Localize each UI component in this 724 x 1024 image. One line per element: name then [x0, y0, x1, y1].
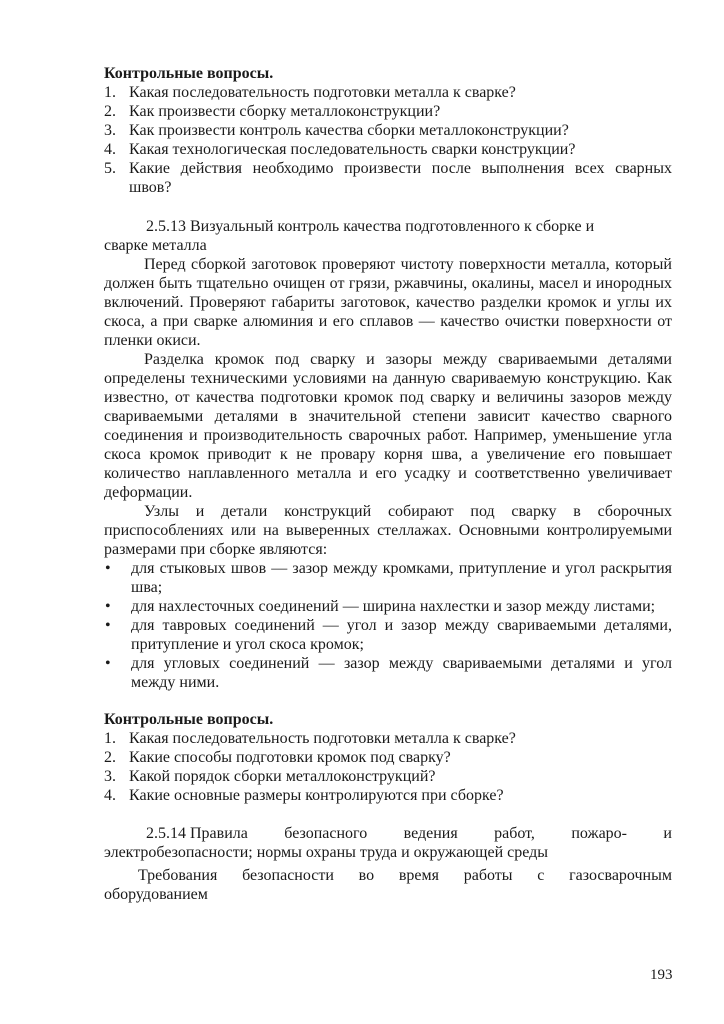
title-word: ведения [403, 825, 458, 842]
list-item [104, 729, 672, 748]
title-word: работ, [494, 825, 535, 842]
item-number: 3. [104, 122, 116, 139]
spacer [104, 805, 672, 824]
item-text: Какая технологическая последовательность сварки конструкции? [129, 141, 576, 158]
document-page [104, 64, 672, 904]
req-word: газосварочным [569, 867, 672, 884]
req-word: время [398, 867, 439, 884]
title-word: безопасного [284, 825, 368, 842]
requirements-line-2: оборудованием [104, 886, 208, 903]
item-number: 1. [104, 730, 116, 747]
requirements-line-1 [104, 866, 672, 885]
item-text: Какая последовательность подготовки металла к сварке? [129, 84, 516, 101]
item-text: Как произвести сборку металлоконструкции? [129, 103, 441, 120]
list-item [104, 597, 672, 616]
list-item [104, 83, 672, 102]
section-title-line-1: 2.5.13 Визуальный контроль качества подготовленного к сборке и [146, 218, 595, 235]
item-number: 4. [104, 787, 116, 804]
controlled-dimensions-list [104, 559, 672, 692]
title-word: и [663, 825, 672, 842]
section-title-2-5-14 [104, 824, 672, 862]
page-number: 193 [650, 967, 673, 983]
item-text: Как произвести контроль качества сборки металлоконструкции? [129, 122, 569, 139]
list-item [104, 140, 672, 159]
item-number: 4. [104, 141, 116, 158]
title-word: пожаро- [571, 825, 627, 842]
paragraph-surface-check: Перед сборкой заготовок проверяют чистоту поверхности металла, который должен быть тщательно очищен от грязи, ржавчины, окалины, масел и инородных включений. Проверяют габариты заготовок, качество разделки кромок и углы их скоса, а при сварке алюминия и его сплавов — качество очистки поверхности от пленки окиси. [104, 256, 672, 349]
item-text: для нахлесточных соединений — ширина нахлестки и зазор между листами; [131, 598, 656, 615]
paragraph-assembly: Узлы и детали конструкций собирают под сварку в сборочных приспособлениях или на выверенных стеллажах. Основными контролируемыми размерами при сборке являются: [104, 503, 672, 558]
item-text: для тавровых соединений — угол и зазор между свариваемыми деталями, притупление и угол скоса кромок; [131, 617, 672, 653]
list-item [104, 654, 672, 692]
control-questions-list-1 [104, 83, 672, 197]
bullet-icon: • [105, 655, 111, 672]
bullet-icon: • [105, 560, 111, 577]
req-word: работы [463, 867, 513, 884]
item-number: 2. [104, 749, 116, 766]
item-text: для стыковых швов — зазор между кромками, притупление и угол раскрытия шва; [131, 560, 672, 596]
bullet-icon: • [105, 617, 111, 634]
list-item [104, 748, 672, 767]
item-number: 2. [104, 103, 116, 120]
req-word: Требования [138, 867, 218, 884]
item-text: Какая последовательность подготовки металла к сварке? [129, 730, 516, 747]
item-number: 5. [104, 160, 116, 177]
section-title-line-2: электробезопасности; нормы охраны труда и окружающей среды [104, 844, 549, 861]
spacer [104, 692, 672, 710]
list-item [104, 786, 672, 805]
list-item [104, 559, 672, 597]
title-word: 2.5.14 Правила [146, 825, 248, 842]
item-text: Какие основные размеры контролируются при сборке? [129, 787, 504, 804]
item-text: Какой порядок сборки металлоконструкций? [129, 768, 436, 785]
item-number: 3. [104, 768, 116, 785]
req-word: во [358, 867, 375, 884]
section-title-2-5-13 [104, 217, 672, 255]
req-word: безопасности [242, 867, 334, 884]
item-text: Какие действия необходимо произвести после выполнения всех сварных швов? [129, 160, 672, 196]
control-questions-list-2 [104, 729, 672, 805]
list-item [104, 616, 672, 654]
list-item [104, 767, 672, 786]
item-text: для угловых соединений — зазор между свариваемыми деталями и угол между ними. [131, 655, 672, 691]
list-item [104, 159, 672, 197]
item-number: 1. [104, 84, 116, 101]
bullet-icon: • [105, 598, 111, 615]
item-text: Какие способы подготовки кромок под сварку? [129, 749, 451, 766]
control-questions-heading: Контрольные вопросы. [104, 711, 274, 728]
list-item [104, 121, 672, 140]
req-word: с [537, 867, 545, 884]
paragraph-edge-preparation: Разделка кромок под сварку и зазоры между свариваемыми деталями определены техническими условиями на данную свариваемую конструкцию. Как известно, от качества подготовки кромок под сварку и величины зазоров между свариваемыми деталями в значительной степени зависит качество сварного соединения и производительность сварочных работ. Например, уменьшение угла скоса кромок приводит к не провару корня шва, а увеличение его повышает количество наплавленного металла и его усадку и соответственно увеличивает деформации. [104, 351, 672, 501]
section-title-line-1 [104, 824, 672, 843]
section-title-line-2: сварке металла [104, 237, 207, 254]
control-questions-heading: Контрольные вопросы. [104, 65, 274, 82]
list-item [104, 102, 672, 121]
